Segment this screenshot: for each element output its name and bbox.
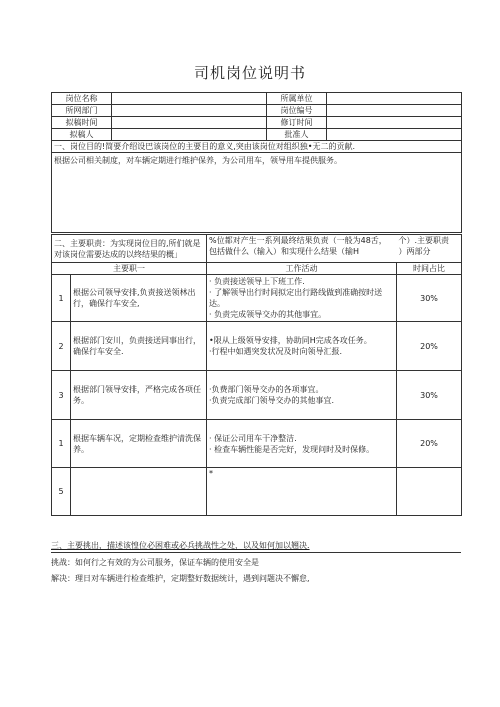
- row-time: 20%: [397, 322, 462, 371]
- activity-item: · 检查车辆性能是否完好，发现问时及时保修。: [209, 444, 375, 454]
- row-duty: 根据部门领导安排，严格完成各项任务。: [71, 371, 207, 420]
- section1-content: 根据公司相关制度，对车辆定期进行维护保养，为公司用车，领导用车提供服务。: [52, 153, 462, 233]
- row-number: 5: [52, 468, 71, 516]
- row-number: 1: [52, 420, 71, 468]
- info-position-name-value[interactable]: [112, 93, 267, 105]
- table-row: [52, 275, 462, 322]
- row-duty: [71, 468, 207, 516]
- col-duty-header: 主要职一: [52, 263, 207, 275]
- activity-item: · 负责接送领导上下班工作.: [209, 277, 305, 286]
- info-prepared-time-label: 拟稿时间: [52, 117, 112, 129]
- section2-table: [51, 234, 462, 516]
- section2-heading-right: 个）.主要职责 ）两部分: [397, 235, 462, 263]
- info-revised-time-label: 修订时间: [267, 117, 327, 129]
- section3-heading: 三、主要挑出，描述该惶位必困难或必兵挑战性之处，以及如何加以翘决.: [51, 541, 310, 550]
- activity-item: *: [209, 469, 214, 478]
- activity-item: ·负责完成部门领导交办的其他事宜.: [209, 396, 335, 405]
- row-duty: 根据车辆车况，定期检查维护清洗保养。: [71, 420, 207, 468]
- section3-solution: 解决：理日对车辆进行检查维护，定期整好数据统计，遇到问题决不懈怠,: [51, 574, 310, 583]
- info-dept-value[interactable]: [112, 105, 267, 117]
- row-time: 30%: [397, 371, 462, 420]
- activity-item: · 负责完成领导交办的其他事宜。: [209, 310, 327, 319]
- activity-item: · 保证公司用车干净整洁.: [209, 433, 297, 443]
- activity-item: · 了解领导出行时间拟定出行路线做到准确按时送达。: [209, 288, 383, 308]
- row-number: 1: [52, 275, 71, 322]
- info-table: [51, 92, 462, 141]
- section1-heading: 一、岗位目的!简要介绍设巴该岗位的主要目的意义,突由该岗位对组织独•无二的贡献.: [52, 141, 462, 153]
- col-time-header: 时间占比: [397, 263, 462, 275]
- table-row: [52, 322, 462, 371]
- page-title: 司机岗位说明书: [193, 64, 306, 82]
- row-number: 3: [52, 371, 71, 420]
- row-number: 2: [52, 322, 71, 371]
- row-time: [397, 468, 462, 516]
- info-approver-value[interactable]: [327, 129, 462, 141]
- row-activities: [207, 275, 397, 322]
- info-approver-label: 批准人: [267, 129, 327, 141]
- row-activities: [207, 420, 397, 468]
- row-activities: [207, 322, 397, 371]
- info-position-name-label: 岗位名称: [52, 93, 112, 105]
- info-prepared-time-value[interactable]: [112, 117, 267, 129]
- section2-heading-mid: %位都对产生一系列最终结果负责（一般为48舌，包括做什么（输入）和实现什么结果（输H: [207, 235, 397, 263]
- section2-heading-left: 二、主要职责：为实现岗位目的,所们就是对该岗位需要达成的以终结果的概」: [52, 235, 207, 263]
- row-duty: 根据公司领导安排,负责接送领林出行，确保行车安全,: [71, 275, 207, 322]
- table-row: [52, 468, 462, 516]
- info-position-code-label: 岗位编号: [267, 105, 327, 117]
- info-drafter-label: 拟稿人: [52, 129, 112, 141]
- table-row: [52, 420, 462, 468]
- activity-item: ·负费部门领导交办的各项事宜。: [209, 385, 324, 394]
- info-dept-label: 所网部门: [52, 105, 112, 117]
- section3-challenge: 挑战：如何行之有效的为公司服务，保证车辆的使用安全是: [51, 558, 259, 567]
- row-activities: [207, 468, 397, 516]
- table-row: [52, 371, 462, 420]
- row-time: 30%: [397, 275, 462, 322]
- info-position-code-value[interactable]: [327, 105, 462, 117]
- info-drafter-value[interactable]: [112, 129, 267, 141]
- section1-table: [51, 140, 462, 233]
- info-revised-time-value[interactable]: [327, 117, 462, 129]
- info-department-label: 所属单位: [267, 93, 327, 105]
- info-department-value[interactable]: [327, 93, 462, 105]
- row-activities: [207, 371, 397, 420]
- col-activity-header: 工作活动: [207, 263, 397, 275]
- section3-rule: [51, 552, 461, 553]
- row-duty: 根据部门安川，负责接送同事出行，确保行车安全.: [71, 322, 207, 371]
- activity-item: ·行程中如遇突发状况及时向领导汇报.: [209, 347, 343, 356]
- activity-item: •限从上级领导安排，协助同H完成各攻任务。: [209, 336, 372, 345]
- row-time: 20%: [397, 420, 462, 468]
